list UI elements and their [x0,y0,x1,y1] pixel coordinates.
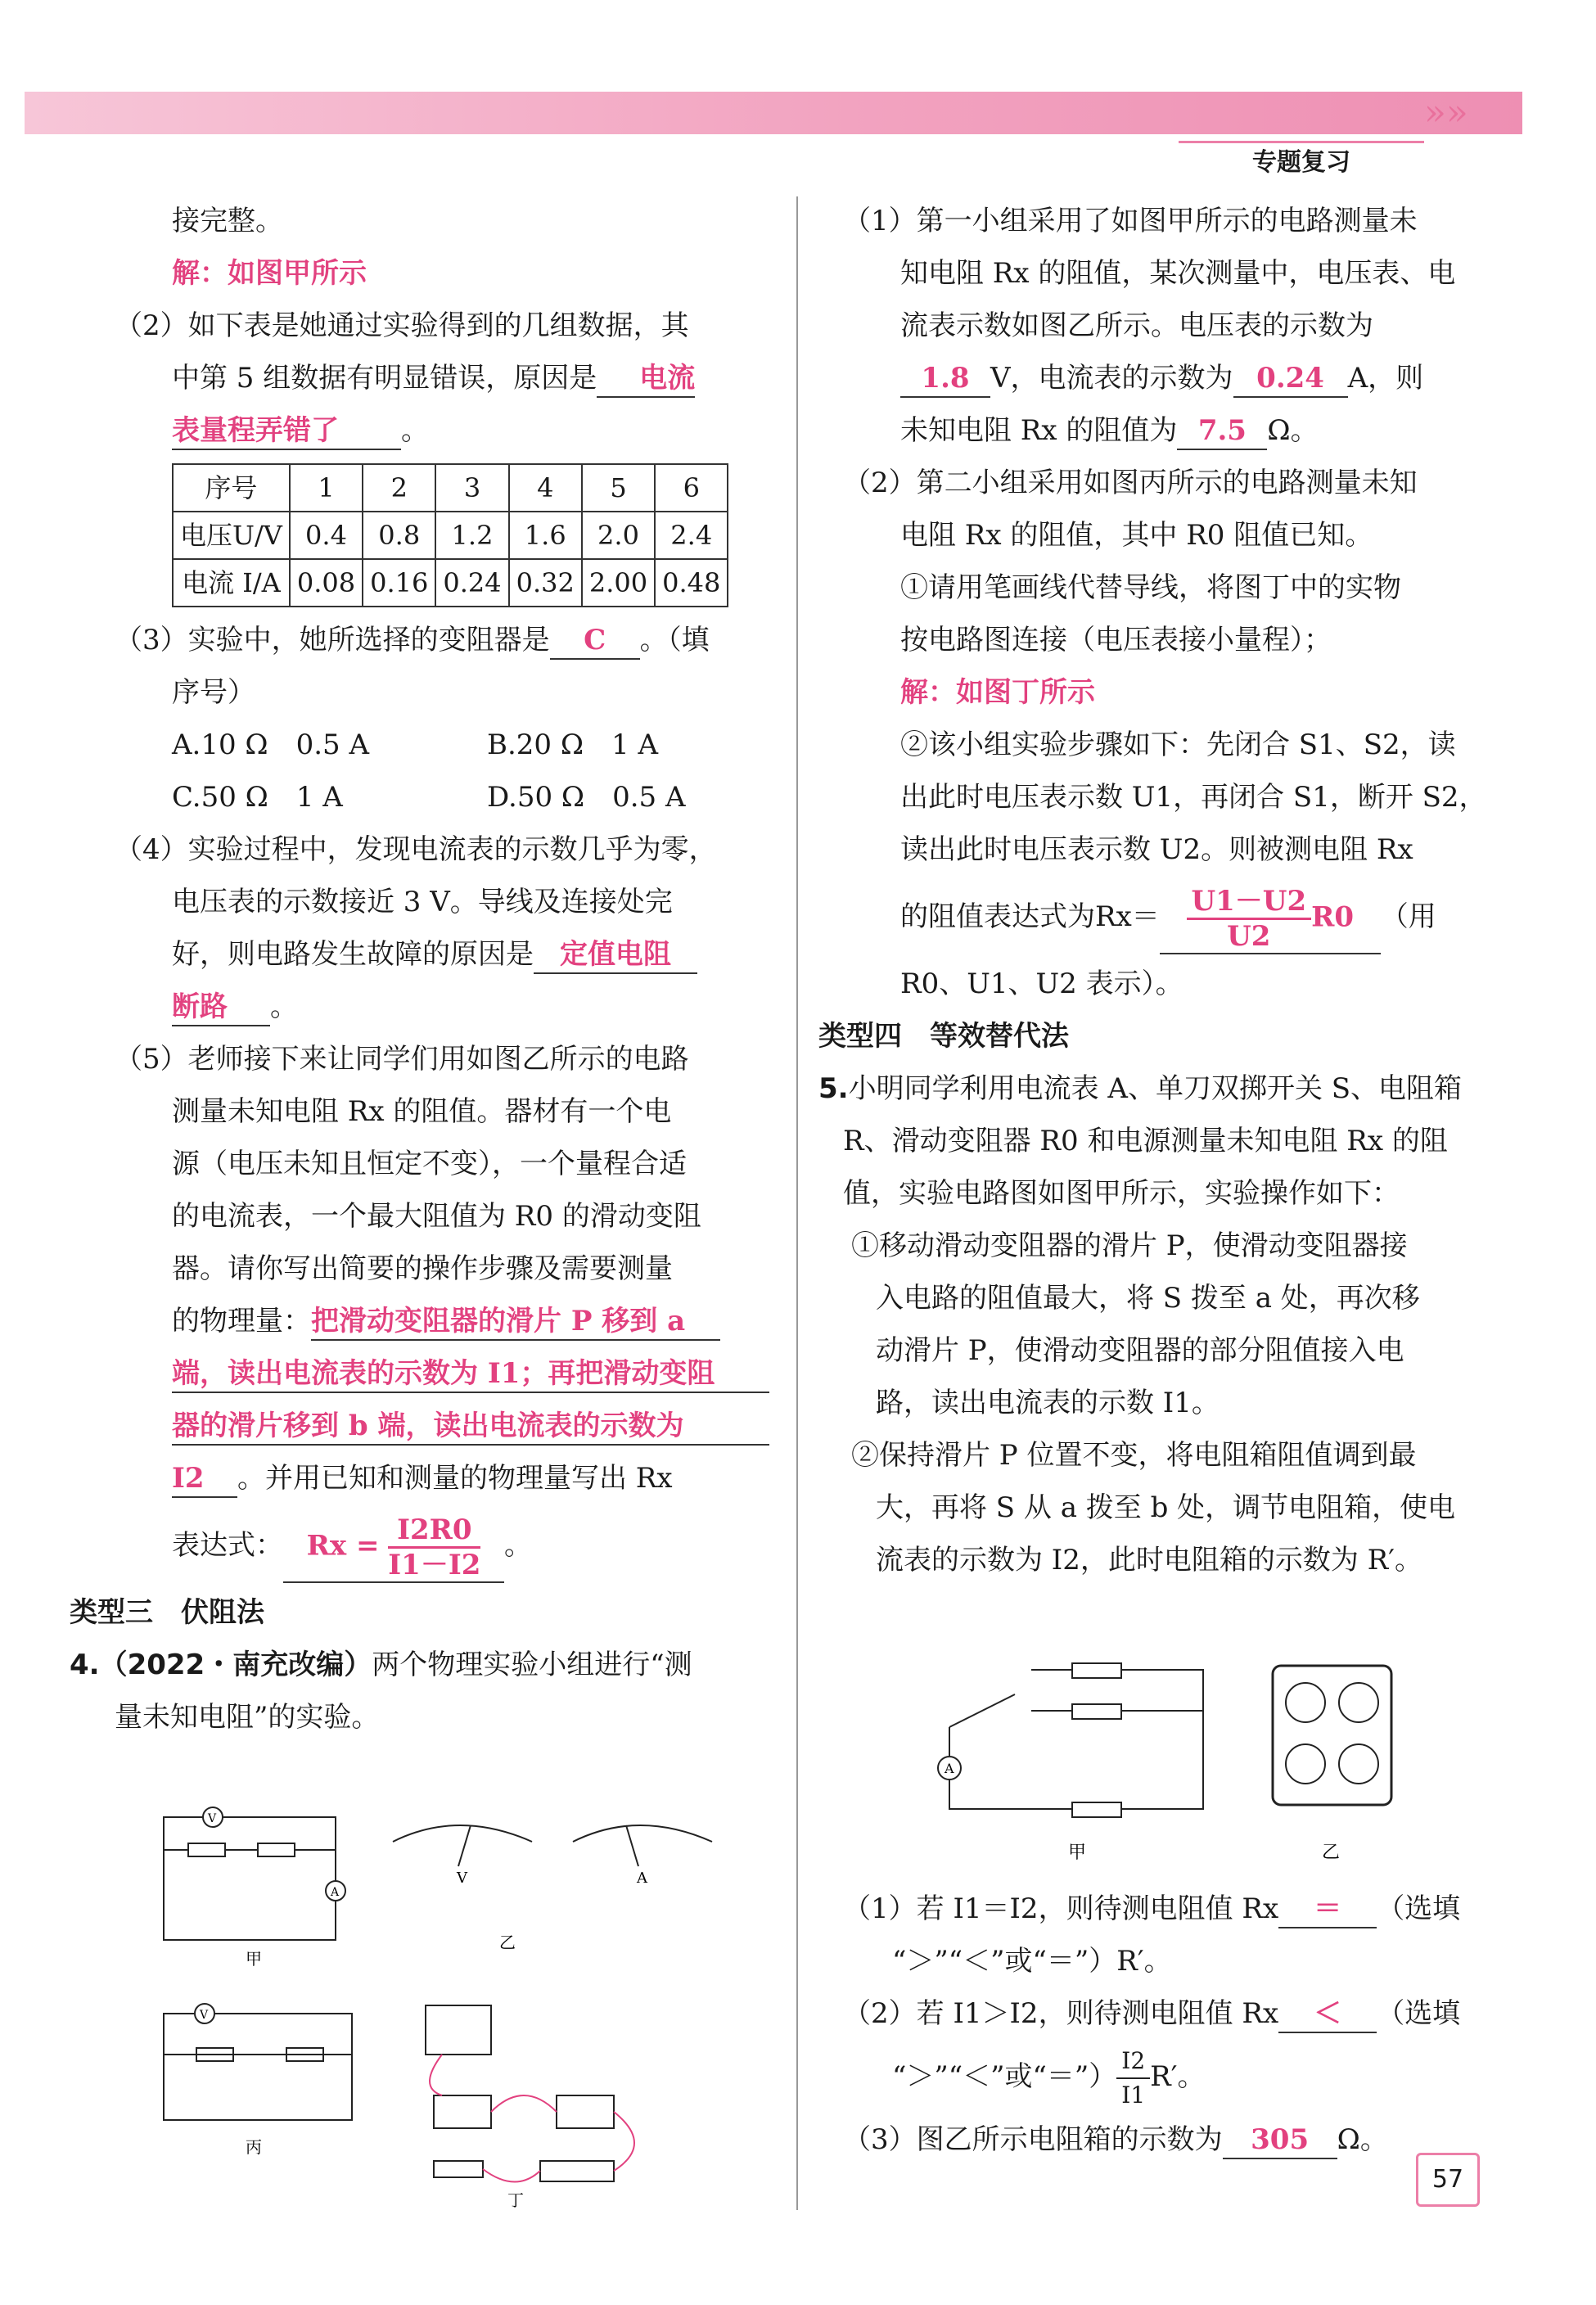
text-line [115,928,769,981]
ratio-numerator: I2 [1116,2045,1150,2079]
text-line: 读出此时电压表示数 U2。则被测电阻 Rx [900,833,1413,866]
text: （2）若 I1＞I2，则待测电阻值 Rx [843,1997,1279,2030]
voltmeter-label: V [200,2009,209,2022]
text: Ω。 [1267,414,1319,447]
question-number: 4. [70,1649,100,1681]
text: 的阻值表达式为Rx＝ [900,900,1160,933]
text: A，则 [1347,362,1424,395]
table-cell: 0.48 [655,559,728,607]
figure-label: 乙 [499,1933,516,1952]
text-line: 动滑片 P，使滑动变阻器的部分阻值接入电 [876,1334,1404,1367]
answer-blank: 端，读出电流表的示数为 I1；再把滑动变阻 [172,1355,769,1393]
text-line: 出此时电压表示数 U1，再闭合 S1，断开 S2， [900,781,1487,814]
table-row [173,512,728,559]
formula-numerator: U1－U2 [1187,885,1312,920]
text-line: ①移动滑动变阻器的滑片 P，使滑动变阻器接 [851,1229,1408,1262]
text-line: 电压表的示数接近 3 V。导线及连接处完 [172,886,673,918]
text-line: “＞”“＜”或“＝”）R′。 [892,1945,1172,1978]
option-a: A.10 Ω 0.5 A [172,728,370,761]
text: （3）实验中，她所选择的变阻器是 [115,624,550,656]
text-line: 大，再将 S 从 a 拨至 b 处，调节电阻箱，使电 [876,1491,1456,1524]
answer-blank: 305 [1223,2122,1337,2159]
answer-blank: 定值电阻 [534,936,697,974]
answer-blank: 把滑动变阻器的滑片 P 移到 a [311,1303,720,1341]
text-line: 的电流表，一个最大阻值为 R0 的滑动变阻 [172,1200,701,1233]
text-line: R0、U1、U2 表示）。 [900,968,1183,1000]
text: 。（填 [639,624,710,656]
table-header-cell: 1 [290,464,363,512]
figure-label: 丁 [507,2190,524,2210]
answer-blank: C [550,622,640,660]
text-line [115,1452,769,1504]
formula-numerator: I2R0 [388,1513,480,1549]
ratio-fraction [1116,2045,1150,2112]
circuit-bing-figure [156,1997,368,2161]
text-line: 按电路图连接（电压表接小量程）； [900,624,1332,656]
text: （用 [1380,900,1436,933]
column-divider [796,196,798,2210]
table-header-cell: 序号 [173,464,290,512]
section-heading: 类型三 伏阻法 [70,1596,264,1629]
text-line: 源（电压未知且恒定不变），一个量程合适 [172,1148,687,1180]
page-number: 57 [1416,2153,1480,2207]
text-line [115,1504,769,1586]
answer-blank [283,1513,504,1583]
formula-fraction [388,1513,480,1581]
answer-blank: I2 [172,1460,237,1498]
text-line: （4）实验过程中，发现电流表的示数几乎为零， [115,833,717,866]
formula-denominator: U2 [1227,919,1271,953]
text: （1）若 I1＝I2，则待测电阻值 Rx [843,1892,1279,1925]
text-line: 器。请你写出简要的操作步骤及需要测量 [172,1252,673,1285]
text-line [843,876,1522,958]
answer-line: 解：如图甲所示 [172,257,367,290]
answer-blank: ＝ [1278,1891,1377,1928]
text-line: ②保持滑片 P 位置不变，将电阻箱阻值调到最 [851,1439,1417,1472]
text: 未知电阻 Rx 的阻值为 [900,414,1178,447]
text: 。 [270,990,298,1023]
table-cell: 0.16 [363,559,435,607]
answer-blank [1160,885,1381,954]
section-heading: 类型四 等效替代法 [818,1020,1069,1053]
text-line: ①请用笔画线代替导线，将图丁中的实物 [900,571,1401,604]
data-table [172,463,728,607]
table-cell: 2.0 [582,512,655,559]
meters-yi-figure [376,1801,737,1964]
voltmeter-label: V [457,1870,467,1887]
answer-blank: 断路 [172,989,270,1026]
chevron-icon: »» [1424,92,1468,133]
figure-label: 甲 [246,1949,262,1969]
text: 好，则电路发生故障的原因是 [172,938,534,971]
text-line [843,1883,1522,1935]
text-line: 流表的示数为 I2，此时电阻箱的示数为 R′。 [876,1544,1422,1577]
question-number: 5. [818,1072,849,1105]
option-c: C.50 Ω 1 A [172,781,343,814]
text: 中第 5 组数据有明显错误，原因是 [172,362,597,395]
question-source: （2022・南充改编） [99,1649,372,1681]
text-line: 流表示数如图乙所示。电压表的示数为 [900,309,1373,342]
table-cell: 1.6 [509,512,582,559]
table-header-cell: 5 [582,464,655,512]
circuit-jia-figure [156,1801,360,1973]
text: Ω。 [1337,2123,1388,2156]
table-cell: 0.8 [363,512,435,559]
table-cell: 0.08 [290,559,363,607]
answer-blank: ＜ [1278,1996,1377,2033]
table-cell: 电压U/V [173,512,290,559]
text-line: （5）老师接下来让同学们用如图乙所示的电路 [115,1043,689,1076]
voltmeter-label: V [208,1812,217,1825]
text: V，电流表的示数为 [990,362,1233,395]
formula-tail: R0 [1311,900,1355,933]
text-line: 路，读出电流表的示数 I1。 [876,1387,1220,1419]
text-line [115,614,769,666]
text-line: 量未知电阻”的实验。 [115,1701,380,1734]
ammeter-label: A [331,1886,340,1899]
right-bottom-questions [843,1883,1522,2166]
table-cell: 电流 I/A [173,559,290,607]
text-line: 知电阻 Rx 的阻值，某次测量中，电压表、电 [900,257,1456,290]
circuit-q5-jia-figure [925,1645,1236,1866]
text: 。并用已知和测量的物理量写出 Rx [237,1462,673,1495]
table-header-cell: 2 [363,464,435,512]
option-row [115,771,769,823]
option-row [115,719,769,771]
text: 。 [401,414,429,447]
figure-label: 乙 [1322,1843,1341,1863]
option-b: B.20 Ω 1 A [487,728,659,761]
text-line: （2）如下表是她通过实验得到的几组数据，其 [115,309,689,342]
text: 。 [504,1529,532,1562]
figure-label: 甲 [1068,1843,1087,1863]
text-line: 测量未知电阻 Rx 的阻值。器材有一个电 [172,1095,672,1128]
formula-denominator: I1－I2 [388,1548,481,1581]
right-column [818,195,1522,1586]
text-line: （1）第一小组采用了如图甲所示的电路测量未 [843,205,1418,237]
text-line: 值，实验电路图如图甲所示，实验操作如下： [843,1177,1400,1210]
section-title: 专题复习 [1179,141,1424,181]
text-line [115,1400,769,1452]
table-header-row [173,464,728,512]
text-line [843,352,1522,404]
text-line [115,404,769,457]
text-line [115,1347,769,1400]
text-line: 序号） [172,676,255,709]
table-cell: 2.00 [582,559,655,607]
text-line: R、滑动变阻器 R0 和电源测量未知电阻 Rx 的阻 [843,1125,1448,1157]
text-line [843,404,1522,457]
answer-line: 解：如图丁所示 [900,676,1095,709]
text-line: 入电路的阻值最大，将 S 拨至 a 处，再次移 [876,1282,1420,1315]
text-line: 接完整。 [172,205,283,237]
formula-fraction [1187,885,1312,953]
text-line [115,981,769,1033]
table-header-cell: 6 [655,464,728,512]
text-line [115,1295,769,1347]
text-line [843,2040,1522,2113]
text-line: （2）第二小组采用如图丙所示的电路测量未知 [843,467,1418,499]
table-cell: 0.24 [435,559,508,607]
table-header-cell: 4 [509,464,582,512]
table-cell: 1.2 [435,512,508,559]
answer-blank: 7.5 [1177,413,1267,450]
text-line: ②该小组实验步骤如下：先闭合 S1、S2，读 [900,728,1456,761]
table-row [173,559,728,607]
answer-blank: 1.8 [900,360,990,398]
table-cell: 2.4 [655,512,728,559]
question-title [818,1062,1522,1115]
text: 的物理量： [172,1305,311,1337]
figure-label: 丙 [246,2137,262,2157]
table-header-cell: 3 [435,464,508,512]
answer-blank: 电流 [597,360,695,398]
text: 表达式： [172,1529,283,1562]
text: 小明同学利用电流表 A、单刀双掷开关 S、电阻箱 [848,1072,1463,1105]
text: （选填 [1377,1892,1461,1925]
physical-circuit-ding-figure [409,1997,671,2210]
formula-lhs: Rx = [306,1529,380,1562]
option-d: D.50 Ω 0.5 A [487,781,686,814]
text: （3）图乙所示电阻箱的示数为 [843,2123,1223,2156]
text: 两个物理实验小组进行“测 [372,1649,692,1681]
text-line: 电阻 Rx 的阻值，其中 R0 阻值已知。 [900,519,1373,552]
text-line [843,1987,1522,2040]
answer-blank: 0.24 [1233,360,1348,398]
left-column [70,195,769,1743]
answer-blank: 器的滑片移到 b 端，读出电流表的示数为 [172,1408,769,1446]
ratio-denominator: I1 [1121,2082,1146,2109]
header-band [25,92,1522,134]
table-cell: 0.32 [509,559,582,607]
question-title [70,1639,769,1691]
ammeter-label: A [637,1870,647,1887]
table-cell: 0.4 [290,512,363,559]
text: “＞”“＜”或“＝”） [892,2060,1117,2093]
text-line [115,352,769,404]
answer-blank: 表量程弄错了 [172,413,401,450]
text: R′。 [1150,2060,1206,2093]
ammeter-label: A [945,1761,954,1776]
resistance-box-yi-figure [1269,1662,1400,1866]
text: （选填 [1377,1997,1461,2030]
